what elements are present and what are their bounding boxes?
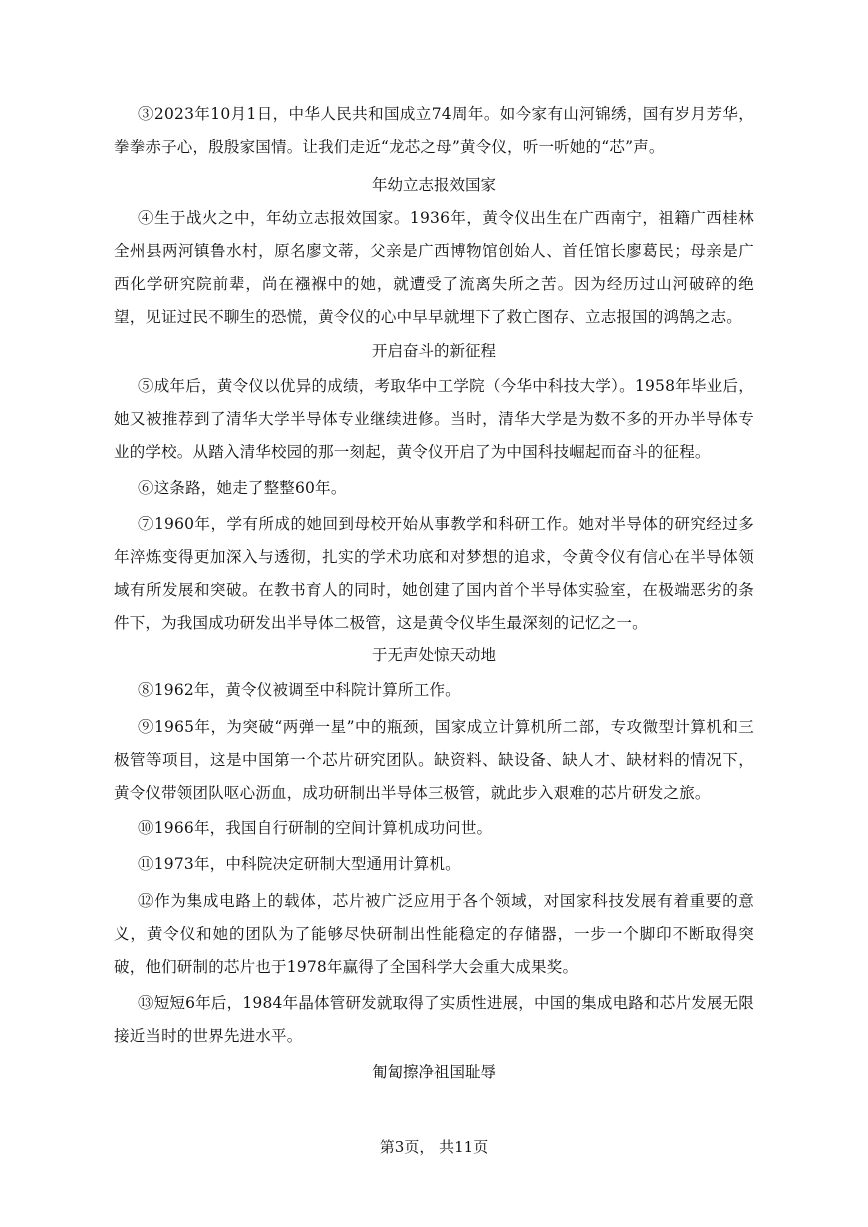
paragraph-7: ⑦1960年，学有所成的她回到母校开始从事教学和科研工作。她对半导体的研究经过多年淬炼变得更加深入与透彻，扎实的学术功底和对梦想的追求，令黄令仪有信心在半导体领域有所发展和突破。在教书育人的同时，她创建了国内首个半导体实验室，在极端恶劣的条件下，为我国成功研发出半导体二极管，这是黄令仪毕生最深刻的记忆之一。 — [114, 515, 754, 632]
paragraph-11: ⑪1973年，中科院决定研制大型通用计算机。 — [138, 855, 461, 873]
paragraph-8: ⑧1962年，黄令仪被调至中科院计算所工作。 — [138, 681, 461, 699]
section-heading-2: 开启奋斗的新征程 — [371, 342, 496, 360]
paragraph-10: ⑩1966年，我国自行研制的空间计算机成功问世。 — [138, 819, 493, 837]
paragraph-5: ⑤成年后，黄令仪以优异的成绩，考取华中工学院（今华中科技大学）。1958年毕业后，她又被推荐到了清华大学半导体专业继续进修。当时，清华大学是为数不多的开办半导体专业的学校。从踏入清华校园的那一刻起，黄令仪开启了为中国科技崛起而奋斗的征程。 — [114, 377, 754, 461]
paragraph-12: ⑫作为集成电路上的载体，芯片被广泛应用于各个领域，对国家科技发展有着重要的意义，黄令仪和她的团队为了能够尽快研制出性能稳定的存储器，一步一个脚印不断取得突破，他们研制的芯片也于1978年赢得了全国科学大会重大成果奖。 — [114, 892, 754, 976]
paragraph-13: ⑬短短6年后，1984年晶体管研发就取得了实质性进展，中国的集成电路和芯片发展无限接近当时的世界先进水平。 — [114, 994, 754, 1045]
paragraph-6: ⑥这条路，她走了整整60年。 — [138, 479, 347, 497]
section-heading-1: 年幼立志报效国家 — [371, 176, 496, 194]
paragraph-4: ④生于战火之中，年幼立志报效国家。1936年，黄令仪出生在广西南宁，祖籍广西桂林全州县两河镇鲁水村，原名廖文蒂，父亲是广西博物馆创始人、首任馆长廖葛民；母亲是广西化学研究院前辈，尚在襁褓中的她，就遭受了流离失所之苦。因为经历过山河破碎的绝望，见证过民不聊生的恐慌，黄令仪的心中早早就埋下了救亡图存、立志报国的鸿鹄之志。 — [114, 209, 754, 326]
section-heading-4: 匍匐擦净祖国耻辱 — [371, 1063, 496, 1081]
paragraph-3: ③2023年10月1日，中华人民共和国成立74周年。如今家有山河锦绣，国有岁月芳华，拳拳赤子心，殷殷家国情。让我们走近“龙芯之母”黄令仪，听一听她的“芯”声。 — [114, 105, 754, 156]
paragraph-9: ⑨1965年，为突破“两弹一星”中的瓶颈，国家成立计算机所二部，专攻微型计算机和三极管等项目，这是中国第一个芯片研究团队。缺资料、缺设备、缺人才、缺材料的情况下，黄令仪带领团队呕心沥血，成功研制出半导体三极管，就此步入艰难的芯片研发之旅。 — [114, 718, 754, 802]
section-heading-3: 于无声处惊天动地 — [371, 646, 496, 664]
page-number-footer: 第3页， 共11页 — [379, 1138, 489, 1156]
